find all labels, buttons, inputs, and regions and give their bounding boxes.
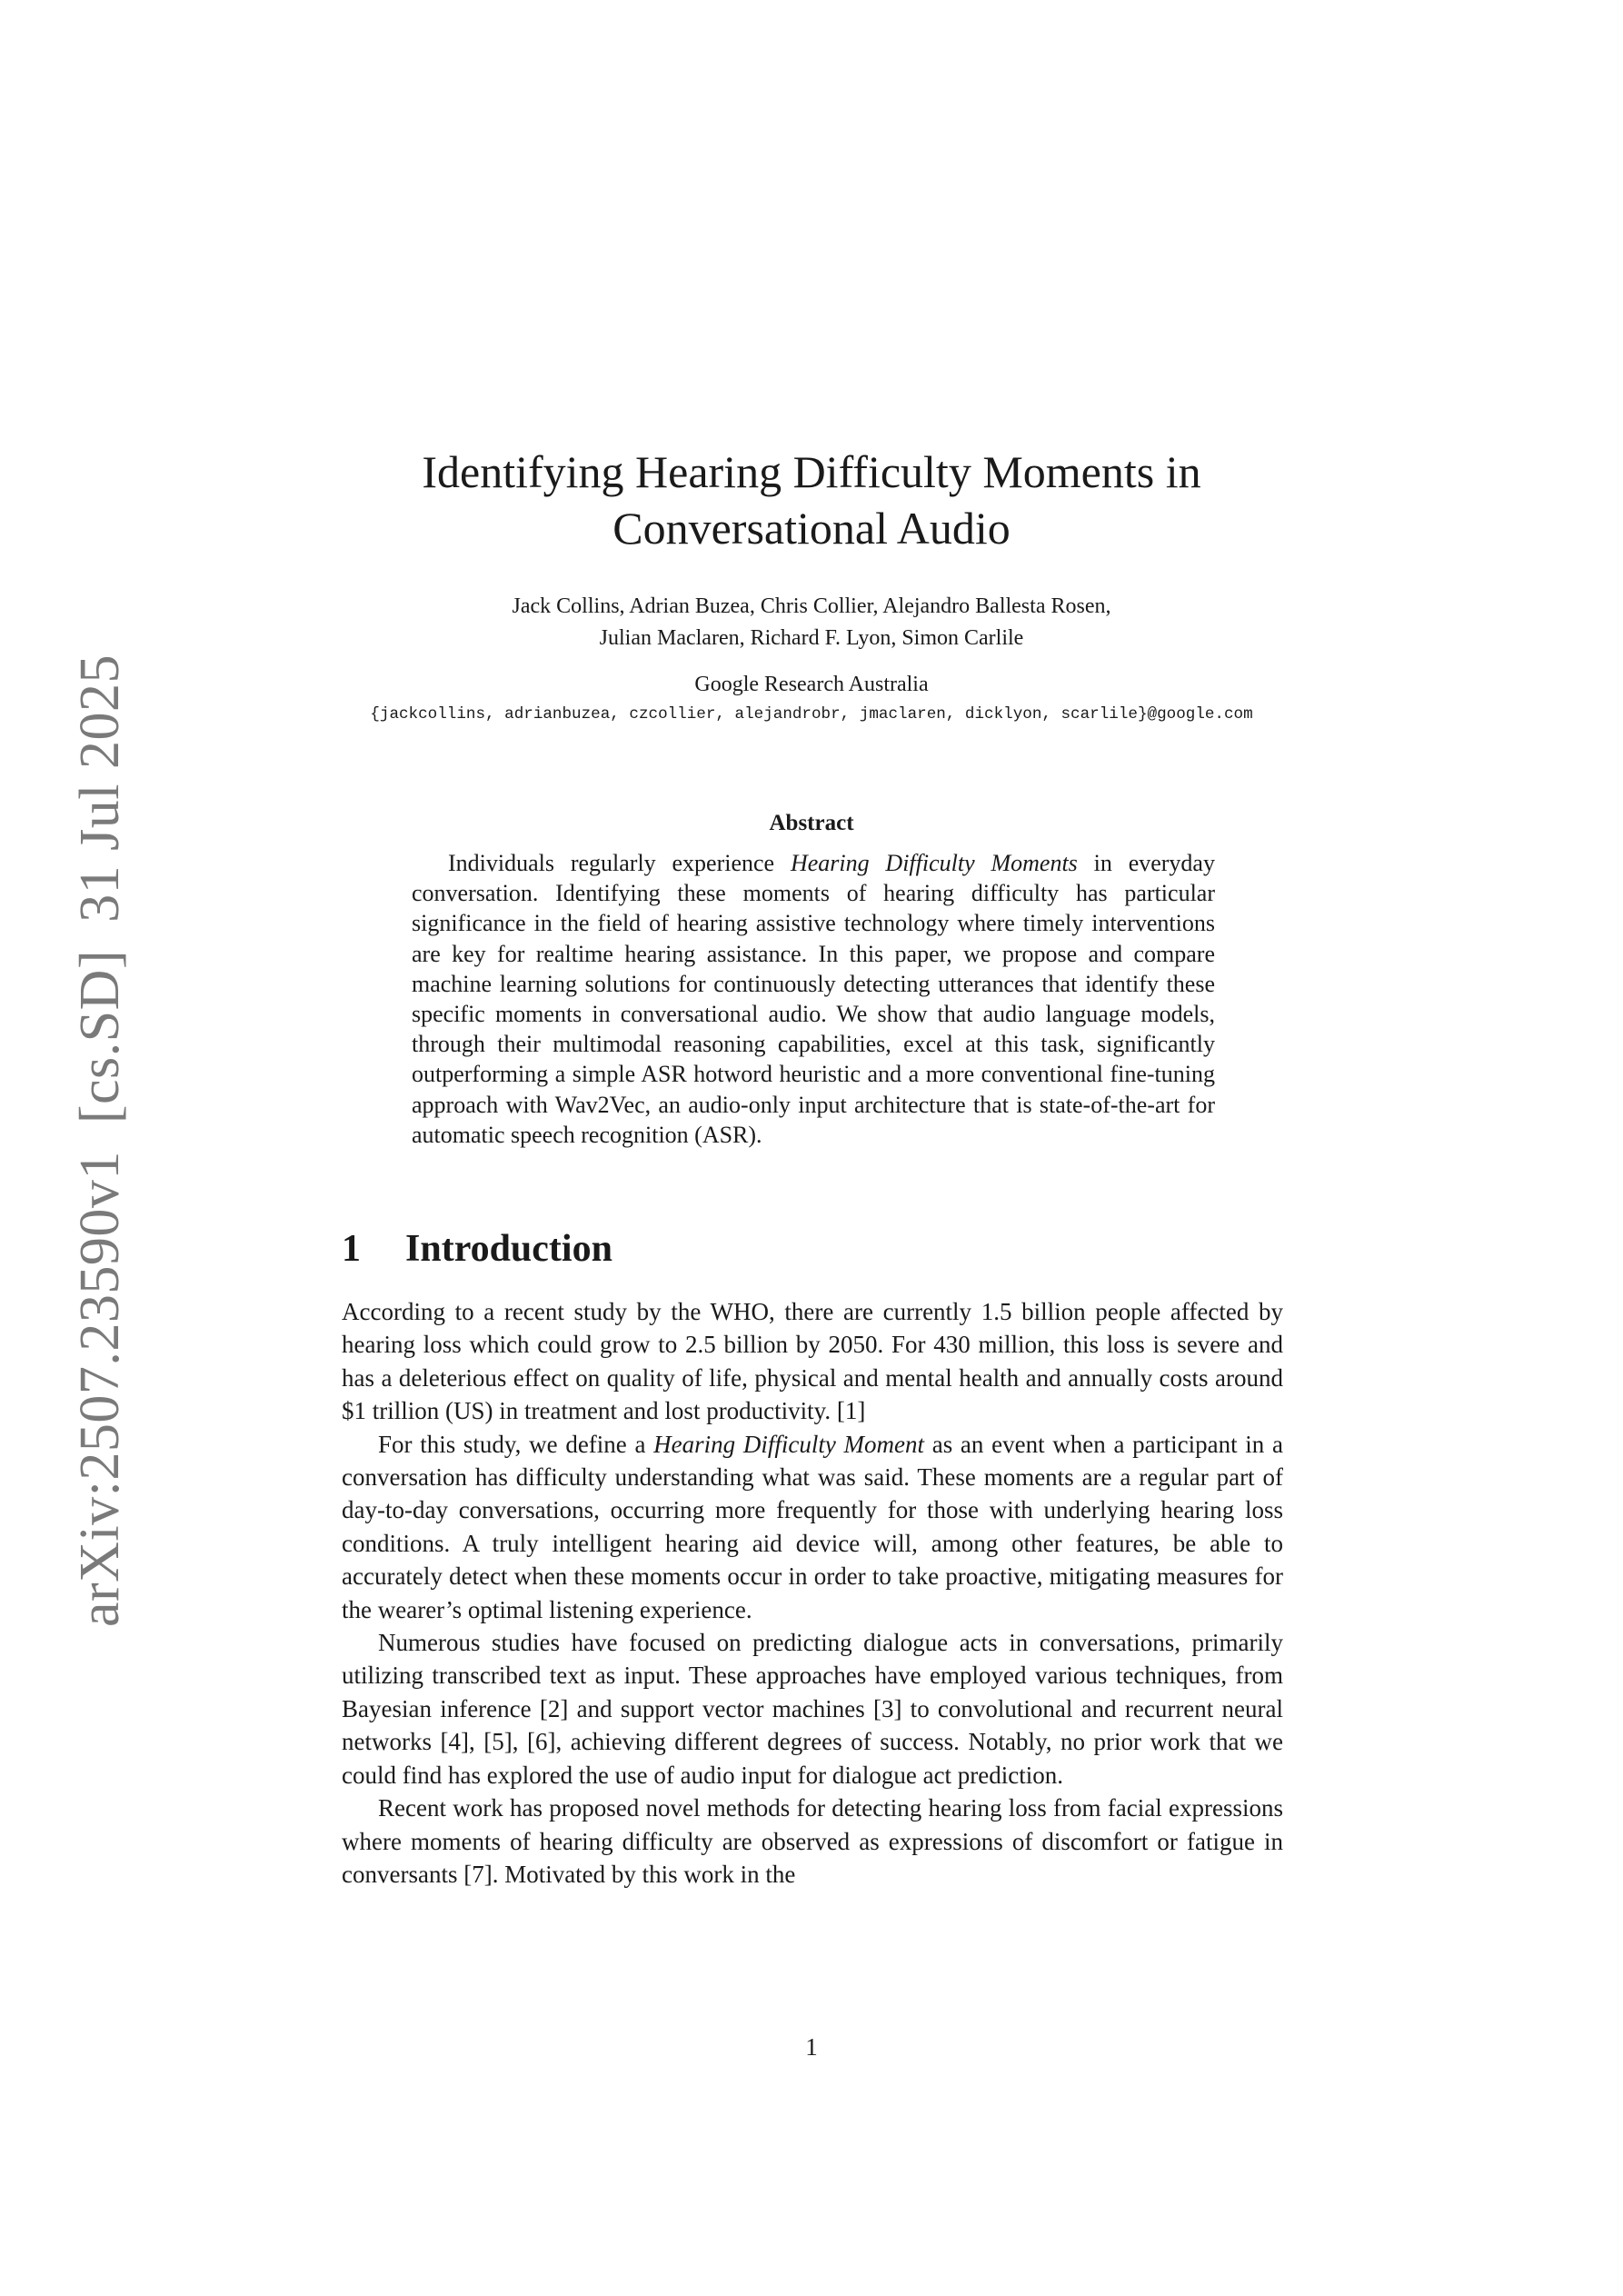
abstract-term: Hearing Difficulty Moments (790, 850, 1078, 876)
section-heading (342, 1223, 612, 1274)
author-list (273, 591, 1350, 654)
arxiv-category: [cs.SD] (69, 949, 131, 1124)
intro-p2-term: Hearing Difficulty Moment (653, 1430, 925, 1458)
arxiv-side-stamp (68, 654, 133, 1627)
intro-paragraph-4: Recent work has proposed novel methods for detecting hearing loss from facial expressions where moments of hearing difficulty are observed as expressions of discomfort or fatigue in conversants [7]. Motivated by this work in the (342, 1794, 1283, 1888)
section-title: Introduction (405, 1228, 612, 1270)
authors-line-2: Julian Maclaren, Richard F. Lyon, Simon Carlile (599, 626, 1024, 650)
intro-paragraph-3: Numerous studies have focused on predicting dialogue acts in conversations, primarily utilizing transcribed text as input. These approaches have employed various techniques, from Bayesian inference [2] and support vector machines [3] to convolutional and recurrent neural networks [4], [5], [6], achieving different degrees of success. Notably, no prior work that we could find has explored the use of audio input for dialogue act prediction. (342, 1629, 1283, 1789)
abstract-text-rest: in everyday conversation. Identifying these moments of hearing difficulty has particular significance in the field of hearing assistive technology where timely interventions are key for realtime hearing assistance. In this paper, we propose and compare machine learning solutions for continuously detecting utterances that identify these specific moments in conversational audio. We show that audio language models, through their multimodal reasoning capabilities, excel at this task, significantly outperforming a simple ASR hotword heuristic and a more conventional fine-tuning approach with Wav2Vec, an audio-only input architecture that is state-of-the-art for automatic speech recognition (ASR). (412, 850, 1215, 1148)
authors-line-1: Jack Collins, Adrian Buzea, Chris Collier, Alejandro Ballesta Rosen, (512, 594, 1111, 618)
abstract-text-start: Individuals regularly experience (448, 850, 791, 876)
intro-paragraph-2 (342, 1428, 1283, 1626)
author-emails: {jackcollins, adrianbuzea, czcollier, alejandrobr, jmaclaren, dicklyon, scarlile}@google.com (370, 705, 1253, 724)
title-line-1: Identifying Hearing Difficulty Moments in (422, 446, 1201, 497)
arxiv-date: 31 Jul 2025 (69, 654, 131, 923)
arxiv-id: arXiv:2507.23590v1 (69, 1151, 131, 1627)
page-number: 1 (805, 2033, 818, 2061)
section-number: 1 (342, 1228, 361, 1270)
abstract-body (412, 848, 1215, 1150)
intro-paragraph-1: According to a recent study by the WHO, there are currently 1.5 billion people affected by hearing loss which could grow to 2.5 billion by 2050. For 430 million, this loss is severe and has a deleterious effect on quality of life, physical and mental health and annually costs around $1 trillion (US) in treatment and lost productivity. [1] (342, 1298, 1283, 1425)
paper-title (273, 444, 1350, 556)
intro-p2-start: For this study, we define a (378, 1430, 654, 1458)
abstract-heading: Abstract (769, 811, 854, 835)
title-line-2: Conversational Audio (612, 503, 1011, 554)
introduction-body (342, 1295, 1283, 1891)
intro-p2-rest: as an event when a participant in a conversation has difficulty understanding what was said. These moments are a regular part of day-to-day conversations, occurring more frequently for those with underlying hearing loss conditions. A truly intelligent hearing aid device will, among other features, be able to accurately detect when these moments occur in order to take proactive, mitigating measures for the wearer’s optimal listening experience. (342, 1430, 1283, 1623)
affiliation: Google Research Australia (694, 673, 929, 696)
